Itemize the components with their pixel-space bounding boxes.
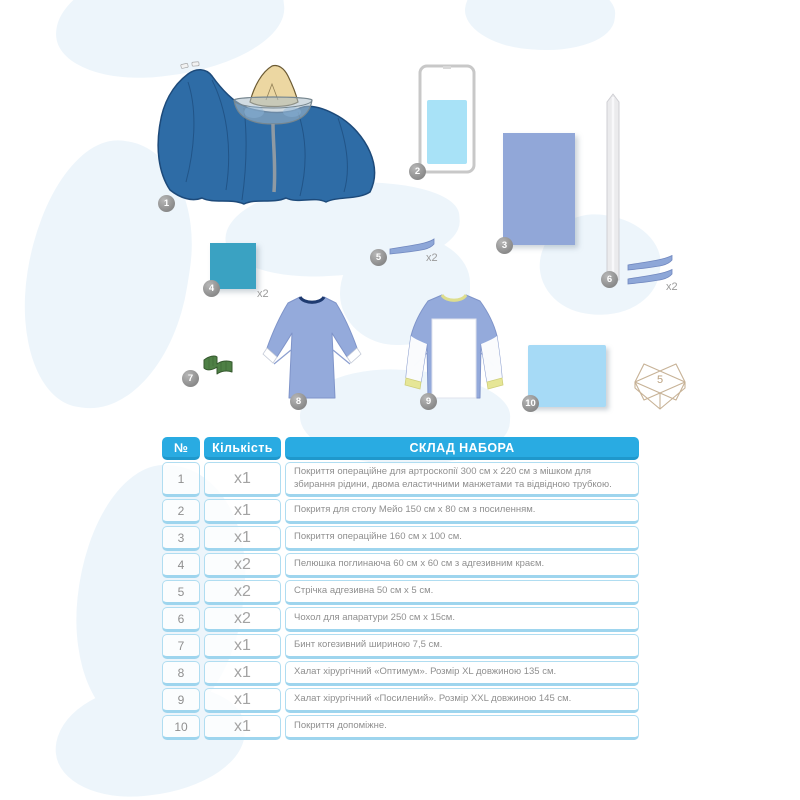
figure-auxiliary-drape <box>528 345 606 407</box>
table-row <box>162 499 639 524</box>
row-quantity: x2 <box>204 580 281 605</box>
item-badge-10 <box>522 395 539 412</box>
row-number: 5 <box>162 580 200 605</box>
item-badge-6-label: 6 <box>606 274 613 285</box>
table-row <box>162 462 639 497</box>
row-number: 2 <box>162 499 200 524</box>
header-number: № <box>162 437 200 460</box>
row-quantity: x2 <box>204 553 281 578</box>
row-description: Покриття операційне для артроскопії 300 см х 220 см з мішком для збирання рідини, двома еластичними манжетами та відвідною трубкою. <box>285 462 639 497</box>
item-badge-7-label: 7 <box>187 373 194 384</box>
item-badge-1 <box>158 195 175 212</box>
row-number: 8 <box>162 661 200 686</box>
table-row <box>162 661 639 686</box>
figure-arthroscopy-drape <box>148 52 400 210</box>
row-quantity: x2 <box>204 607 281 632</box>
row-quantity: x1 <box>204 462 281 497</box>
box-count-label: 5 <box>656 374 664 386</box>
row-number: 7 <box>162 634 200 659</box>
table-row <box>162 607 639 632</box>
figure-gown-optimum <box>262 292 362 404</box>
row-description: Покриття допоміжне. <box>285 715 639 740</box>
row-quantity: x1 <box>204 688 281 713</box>
item-badge-5-label: 5 <box>375 252 382 263</box>
header-contents: СКЛАД НАБОРА <box>285 437 639 460</box>
row-quantity: x1 <box>204 715 281 740</box>
row-description: Покритя для столу Мейо 150 см х 80 см з посиленням. <box>285 499 639 524</box>
table-header-row <box>162 437 639 460</box>
row-quantity: x1 <box>204 634 281 659</box>
row-description: Халат хірургічний «Посилений». Розмір XXL довжиною 145 см. <box>285 688 639 713</box>
row-description: Бинт когезивний шириною 7,5 см. <box>285 634 639 659</box>
item-badge-10-label: 10 <box>525 398 536 409</box>
item-badge-3 <box>496 237 513 254</box>
item-badge-2 <box>409 163 426 180</box>
item-badge-6 <box>601 271 618 288</box>
item-badge-4 <box>203 280 220 297</box>
row-number: 1 <box>162 462 200 497</box>
background-blob <box>462 0 618 56</box>
item-badge-1-label: 1 <box>163 198 170 209</box>
item-badge-8-label: 8 <box>295 396 302 407</box>
row-quantity: x1 <box>204 526 281 551</box>
row-number: 6 <box>162 607 200 632</box>
row-description: Пелюшка поглинаюча 60 см х 60 см з адгезивним краєм. <box>285 553 639 578</box>
row-number: 4 <box>162 553 200 578</box>
row-number: 9 <box>162 688 200 713</box>
figure-cohesive-bandage <box>201 352 235 380</box>
item-badge-5 <box>370 249 387 266</box>
row-description: Чохол для апаратури 250 см х 15см. <box>285 607 639 632</box>
row-description: Покриття операційне 160 см х 100 см. <box>285 526 639 551</box>
figure-equipment-cover <box>604 92 622 286</box>
item-badge-3-label: 3 <box>501 240 508 251</box>
item-badge-8 <box>290 393 307 410</box>
item-badge-9-label: 9 <box>425 396 432 407</box>
table-row <box>162 688 639 713</box>
item-badge-7 <box>182 370 199 387</box>
row-quantity: x1 <box>204 499 281 524</box>
header-quantity: Кількість <box>204 437 281 460</box>
table-row <box>162 634 639 659</box>
figure-gown-reinforced <box>398 290 510 404</box>
table-row <box>162 715 639 740</box>
item-count-5: x2 <box>426 252 438 264</box>
figure-drape-160x100 <box>503 133 575 245</box>
row-quantity: x1 <box>204 661 281 686</box>
item-count-4: x2 <box>257 288 269 300</box>
table-row <box>162 553 639 578</box>
row-description: Халат хірургічний «Оптимум». Розмір XL довжиною 135 см. <box>285 661 639 686</box>
row-number: 10 <box>162 715 200 740</box>
table-row <box>162 580 639 605</box>
item-badge-2-label: 2 <box>414 166 421 177</box>
row-description: Стрічка адгезивна 50 см х 5 см. <box>285 580 639 605</box>
row-number: 3 <box>162 526 200 551</box>
table-row <box>162 526 639 551</box>
kit-contents-table <box>162 437 639 740</box>
item-badge-4-label: 4 <box>208 283 215 294</box>
item-count-6: x2 <box>666 281 678 293</box>
item-badge-9 <box>420 393 437 410</box>
figure-mayo-cover <box>417 64 477 174</box>
